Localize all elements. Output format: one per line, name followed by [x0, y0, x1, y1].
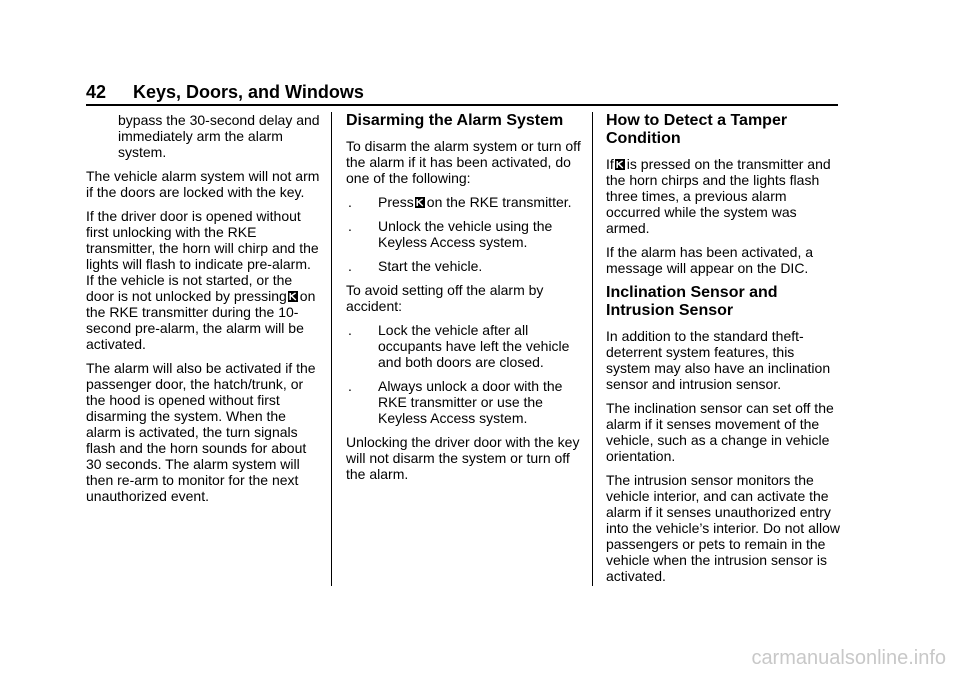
paragraph-rke-prealarm — [86, 208, 322, 352]
column-2 — [346, 112, 582, 490]
column-divider-2 — [592, 112, 593, 586]
paragraph-text: is pressed on the transmitter and the horn chirps and the lights flash three times, a previous alarm occurred while the system was armed. — [606, 156, 831, 236]
list-item-text: Lock the vehicle after all occupants have left the vehicle and both doors are closed. — [378, 322, 570, 370]
list-item — [346, 322, 582, 370]
paragraph: The inclination sensor can set off the alarm if it senses movement of the vehicle, such as a change in vehicle orientation. — [606, 400, 834, 464]
paragraph: In addition to the standard theft-deterrent system features, this system may also have an inclination sensor and intrusion sensor. — [606, 328, 831, 392]
heading-sensors: Inclination Sensor and Intrusion Sensor — [606, 284, 778, 319]
bullet-mark: . — [348, 322, 352, 338]
column-1 — [86, 112, 322, 512]
heading-disarming: Disarming the Alarm System — [346, 112, 564, 129]
paragraph: The alarm will also be activated if the passenger door, the hatch/trunk, or the hood is opened without first disarming the system. When the alarm is activated, the turn signals flash and the horn sounds for about 30 seconds. The alarm system will then re-arm to monitor for the next unauthorized event. — [86, 360, 316, 504]
bullet-mark: . — [348, 194, 352, 210]
heading-tamper: How to Detect a Tamper Condition — [606, 112, 788, 147]
rke-button-icon — [288, 291, 298, 302]
paragraph: The intrusion sensor monitors the vehicle interior, and can activate the alarm if it senses unauthorized entry into the vehicle’s interior. Do not allow passengers or pets to remain in the vehicle when the intrusion sensor is activated. — [606, 472, 840, 584]
section-title: Keys, Doors, and Windows — [133, 82, 364, 102]
rke-button-icon — [415, 197, 425, 208]
column-divider-1 — [331, 112, 332, 586]
rke-button-icon — [615, 159, 625, 170]
list-item — [346, 218, 582, 250]
list-item-text: Start the vehicle. — [378, 258, 483, 274]
bullet-mark: . — [348, 218, 352, 234]
paragraph: The vehicle alarm system will not arm if the doors are locked with the key. — [86, 168, 320, 200]
continued-paragraph: bypass the 30-second delay and immediately arm the alarm system. — [118, 112, 320, 160]
list-item-text: Unlock the vehicle using the Keyless Access system. — [378, 218, 553, 250]
bullet-mark: . — [348, 258, 352, 274]
list-item-text: Press — [378, 194, 414, 210]
list-item — [346, 258, 582, 274]
list-item-text: Always unlock a door with the RKE transmitter or use the Keyless Access system. — [378, 378, 563, 426]
paragraph: If the alarm has been activated, a message will appear on the DIC. — [606, 244, 814, 276]
list-item — [346, 194, 582, 210]
list-item-text: on the RKE transmitter. — [426, 194, 572, 210]
page-number: 42 — [86, 82, 107, 102]
paragraph: To avoid setting off the alarm by accident: — [346, 282, 544, 314]
watermark: carmanualsonline.info — [751, 647, 946, 669]
header-rule — [86, 104, 838, 106]
paragraph-text: If — [606, 156, 614, 172]
paragraph-tamper — [606, 156, 842, 236]
column-3 — [606, 112, 842, 592]
paragraph-text: on the RKE transmitter during the 10-second pre-alarm, the alarm will be activated. — [86, 288, 316, 352]
paragraph: To disarm the alarm system or turn off the alarm if it has been activated, do one of the following: — [346, 138, 581, 186]
list-item — [346, 378, 582, 426]
bullet-mark: . — [348, 378, 352, 394]
page-header — [86, 82, 838, 106]
paragraph-text: If the driver door is opened without first unlocking with the RKE transmitter, the horn will chirp and the lights will flash to indicate pre-alarm. If the vehicle is not started, or the door is not unlocked by pressing — [86, 208, 319, 304]
paragraph: Unlocking the driver door with the key will not disarm the system or turn off the alarm. — [346, 434, 580, 482]
